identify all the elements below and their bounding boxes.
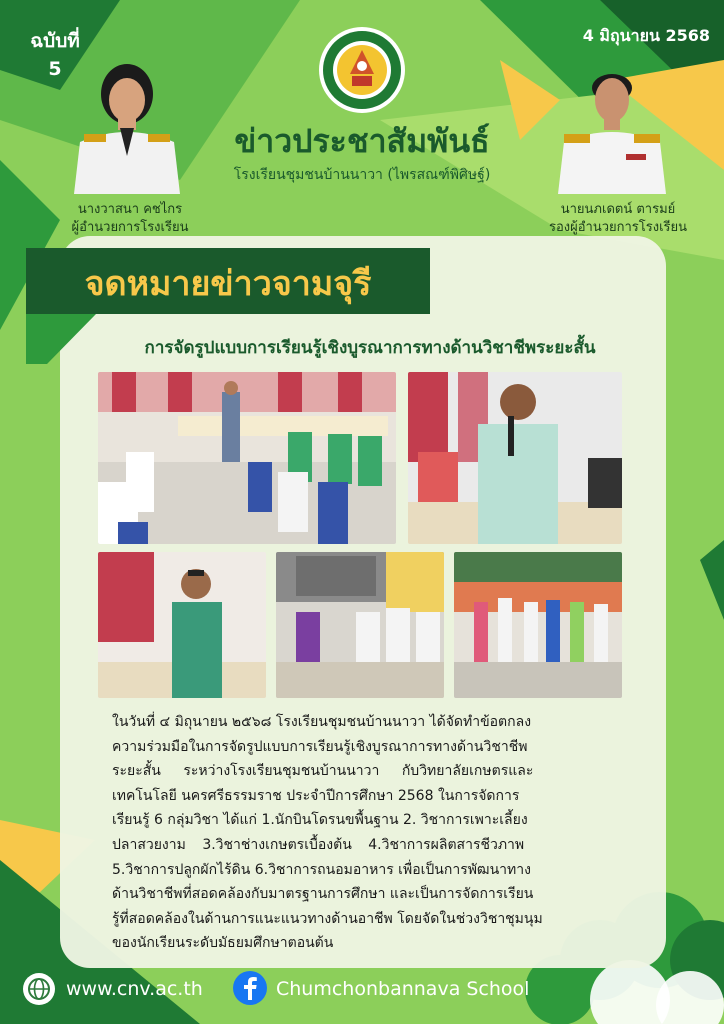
- director-name: นางวาสนา คชไกร: [77, 202, 183, 217]
- portrait-director: [70, 56, 184, 194]
- globe-icon: [22, 972, 56, 1006]
- school-name: โรงเรียนชุมชนบ้านนาวา (ไพรสณฑ์พิศิษฐ์): [233, 167, 491, 183]
- photo-meeting-hall: [98, 372, 396, 544]
- issue-label: ฉบับที่: [30, 30, 80, 52]
- director-role: ผู้อำนวยการโรงเรียน: [71, 220, 189, 235]
- body-line: ด้านวิชาชีพที่สอดคล้องกับมาตรฐานการศึกษา และเป็นการจัดการเรียน: [112, 886, 534, 903]
- portrait-deputy: [556, 60, 668, 194]
- school-seal: [318, 26, 406, 114]
- banner-bar: [26, 248, 430, 314]
- article-headline: การจัดรูปแบบการเรียนรู้เชิงบูรณาการทางด้านวิชาชีพระยะสั้น: [144, 338, 596, 358]
- facebook-icon: [232, 970, 268, 1006]
- photo-speaker-microphone: [408, 372, 622, 544]
- photo-group-standing: [454, 552, 622, 698]
- issue-number: 5: [48, 58, 62, 80]
- website-link[interactable]: www.cnv.ac.th: [66, 978, 203, 1000]
- body-line: ของนักเรียนระดับมัธยมศึกษาตอนต้น: [112, 935, 334, 952]
- deputy-name: นายนภเดตน์ ตารมย์: [560, 202, 676, 217]
- banner-title: จดหมายข่าวจามจุรี: [84, 264, 372, 304]
- body-line: ความร่วมมือในการจัดรูปแบบการเรียนรู้เชิงบูรณาการทางด้านวิชาชีพ: [112, 738, 528, 755]
- photo-teacher-speaking: [98, 552, 266, 698]
- photo-seated-guests: [276, 552, 444, 698]
- body-line: เรียนรู้ 6 กลุ่มวิชา ได้แก่ 1.นักบินโดรนขพื้นฐาน 2. วิชาการเพาะเลี้ยง: [112, 812, 528, 829]
- body-line: รู้ที่สอดคล้องในด้านการแนะแนวทางด้านอาชีพ โดยจัดในช่วงวิชาชุมนุม: [112, 910, 543, 927]
- article-body: [112, 710, 640, 956]
- body-line: 5.วิชาการปลูกผักไร้ดิน 6.วิชาการถนอมอาหาร เพื่อเป็นการพัฒนาทาง: [112, 861, 531, 878]
- issue-date: 4 มิถุนายน 2568: [582, 26, 710, 45]
- page-title: ข่าวประชาสัมพันธ์: [234, 122, 490, 160]
- body-line: ระยะสั้น ระหว่างโรงเรียนชุมชนบ้านนาวา กับวิทยาลัยเกษตรและ: [112, 763, 534, 780]
- deputy-role: รองผู้อำนวยการโรงเรียน: [548, 220, 688, 235]
- body-line: ปลาสวยงาม 3.วิชาช่างเกษตรเบื้องต้น 4.วิชาการผลิตสารชีวภาพ: [112, 836, 525, 853]
- facebook-link[interactable]: Chumchonbannava School: [276, 978, 530, 1000]
- body-line: ในวันที่ ๔ มิถุนายน ๒๕๖๘ โรงเรียนชุมชนบ้านนาวา ได้จัดทำข้อตกลง: [112, 714, 532, 730]
- body-line: เทคโนโลยี นครศรีธรรมราช ประจำปีการศึกษา 2568 ในการจัดการ: [112, 787, 520, 804]
